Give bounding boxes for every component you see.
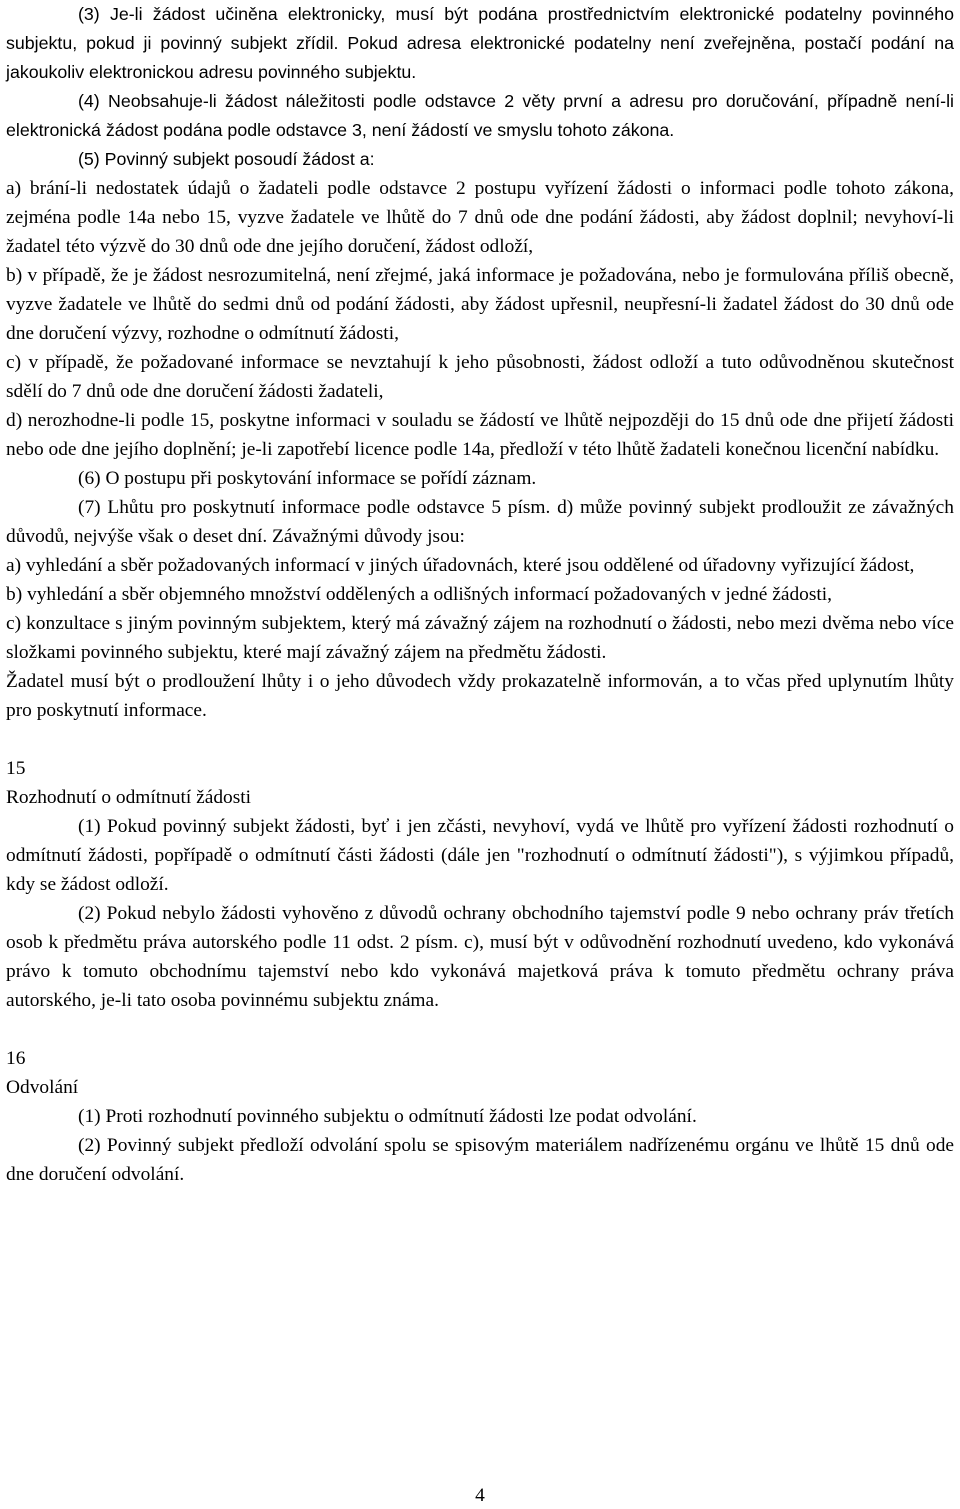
paragraph-4: (4) Neobsahuje-li žádost náležitosti podle odstavce 2 věty první a adresu pro doručování, případně není-li elektronická žádost podána podle odstavce 3, není žádostí ve smyslu tohoto zákona. — [6, 91, 954, 140]
page-number: 4 — [475, 1485, 485, 1506]
section-15-paragraph-1: (1) Pokud povinný subjekt žádosti, byť i jen zčásti, nevyhoví, vydá ve lhůtě pro vyřízení žádosti rozhodnutí o odmítnutí žádosti, popřípadě o odmítnutí části žádosti (dále jen "rozhodnutí o odmítnutí žádosti"), s výjimkou případů, kdy se žádost odloží. — [6, 816, 954, 895]
paragraph-6: (6) O postupu při poskytování informace se pořídí záznam. — [78, 468, 537, 489]
paragraph-5-d: d) nerozhodne-li podle 15, poskytne informaci v souladu se žádostí ve lhůtě nejpozději do 15 dnů ode dne přijetí žádosti nebo ode dne jejího doplnění; je-li zapotřebí licence podle 14a, předloží v této lhůtě žadateli konečnou licenční nabídku. — [6, 410, 954, 460]
section-16-paragraph-2: (2) Povinný subjekt předloží odvolání spolu se spisovým materiálem nadřízenému orgánu ve lhůtě 15 dnů ode dne doručení odvolání. — [6, 1135, 954, 1185]
paragraph-5-intro: (5) Povinný subjekt posoudí žádost a: — [78, 149, 375, 169]
document-page — [6, 0, 954, 1189]
section-16-title: Odvolání — [6, 1077, 79, 1098]
section-16-number: 16 — [6, 1048, 26, 1069]
paragraph-7-c: c) konzultace s jiným povinným subjektem, který má závažný zájem na rozhodnutí o žádosti, nebo mezi dvěma nebo více složkami povinného subjektu, které mají závažný zájem na předmětu žádosti. — [6, 613, 954, 663]
section-15-number: 15 — [6, 758, 26, 779]
section-spacer — [6, 1015, 954, 1044]
section-spacer — [6, 725, 954, 754]
paragraph-7-a: a) vyhledání a sběr požadovaných informací v jiných úřadovnách, které jsou oddělené od úřadovny vyřizující žádost, — [6, 555, 915, 576]
section-16-paragraph-1: (1) Proti rozhodnutí povinného subjektu o odmítnutí žádosti lze podat odvolání. — [78, 1106, 697, 1127]
section-15-paragraph-2: (2) Pokud nebylo žádosti vyhověno z důvodů ochrany obchodního tajemství podle 9 nebo ochrany práv třetích osob k předmětu práva autorského podle 11 odst. 2 písm. c), musí být v odůvodnění rozhodnutí uvedeno, kdo vykonává právo k tomuto obchodnímu tajemství nebo kdo vykonává majetková práva k tomuto předmětu ochrany práva autorského, je-li tato osoba povinnému subjektu známa. — [6, 903, 954, 1011]
paragraph-5-c: c) v případě, že požadované informace se nevztahují k jeho působnosti, žádost odloží a tuto odůvodněnou skutečnost sdělí do 7 dnů ode dne doručení žádosti žadateli, — [6, 352, 954, 402]
paragraph-7-b: b) vyhledání a sběr objemného množství oddělených a odlišných informací požadovaných v jedné žádosti, — [6, 584, 833, 605]
paragraph-5-a: a) brání-li nedostatek údajů o žadateli podle odstavce 2 postupu vyřízení žádosti o informaci podle tohoto zákona, zejména podle 14a nebo 15, vyzve žadatele ve lhůtě do 7 dnů ode dne podání žádosti, aby žádost doplnil; nevyhoví-li žadatel této výzvě do 30 dnů ode dne jejího doručení, žádost odloží, — [6, 178, 954, 257]
paragraph-7: (7) Lhůtu pro poskytnutí informace podle odstavce 5 písm. d) může povinný subjekt prodloužit ze závažných důvodů, nejvýše však o deset dní. Závažnými důvody jsou: — [6, 497, 954, 547]
section-15-title: Rozhodnutí o odmítnutí žádosti — [6, 787, 252, 808]
paragraph-3: (3) Je-li žádost učiněna elektronicky, musí být podána prostřednictvím elektronické podatelny povinného subjektu, pokud ji povinný subjekt zřídil. Pokud adresa elektronické podatelny není zveřejněna, postačí podání na jakoukoliv elektronickou adresu povinného subjektu. — [6, 4, 954, 82]
paragraph-7-closing: Žadatel musí být o prodloužení lhůty i o jeho důvodech vždy prokazatelně informován, a to včas před uplynutím lhůty pro poskytnutí informace. — [6, 671, 954, 721]
paragraph-5-b: b) v případě, že je žádost nesrozumitelná, není zřejmé, jaká informace je požadována, nebo je formulována příliš obecně, vyzve žadatele ve lhůtě do sedmi dnů od podání žádosti, aby žádost upřesnil, neupřesní-li žadatel žádost do 30 dnů ode dne doručení výzvy, rozhodne o odmítnutí žádosti, — [6, 265, 954, 344]
